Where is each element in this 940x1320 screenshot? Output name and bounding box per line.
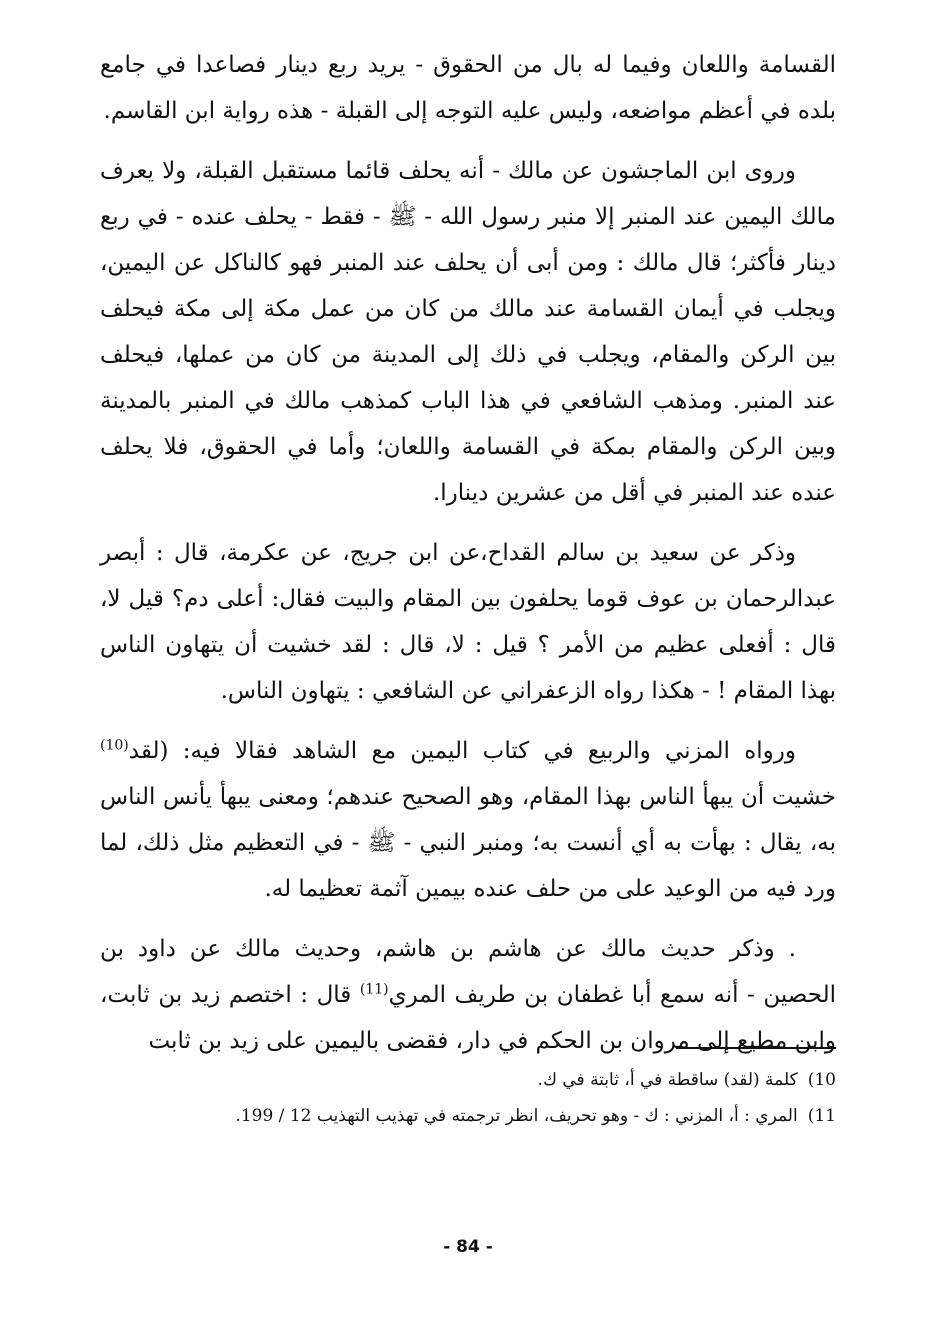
page-number: - 84 - (443, 1237, 493, 1257)
paragraph-4-end: خشيت أن يبهأ الناس بهذا المقام، وهو الصحيح عندهم؛ ومعنى يبهأ يأنس الناس به، يقال : بهأت به أي أنست به؛ ومنبر النبي - ﷺ - في التعظيم مثل ذلك، لما ورد فيه من الوعيد على من حلف عنده بيمين آثمة تعظيما له. (100, 784, 836, 902)
footnotes (100, 1062, 836, 1134)
document-page (100, 42, 836, 1292)
footnote-11 (100, 1098, 836, 1134)
footnote-10-text: كلمة (لقد) ساقطة في أ، ثابتة في ك. (537, 1070, 798, 1090)
footnote-ref-11: (11) (359, 981, 389, 998)
paragraph-2: وروى ابن الماجشون عن مالك - أنه يحلف قائما مستقبل القبلة، ولا يعرف مالك اليمين عند المنبر إلا منبر رسول الله - ﷺ - فقط - يحلف عنده - في ربع دينار فأكثر؛ قال مالك : ومن أبى أن يحلف عند المنبر فهو كالناكل عن اليمين، ويجلب في أيمان القسامة عند مالك من كان من عمل مكة إلى مكة فيحلف بين الركن والمقام، ويجلب في ذلك إلى المدينة من كان من عملها، فيحلف عند المنبر. ومذهب الشافعي في هذا الباب كمذهب مالك في المنبر بالمدينة وبين الركن والمقام بمكة في القسامة واللعان؛ وأما في الحقوق، فلا يحلف عنده عند المنبر في أقل من عشرين دينارا. (100, 158, 836, 506)
footnote-separator (676, 1047, 836, 1049)
paragraph-4-start: ورواه المزني والربيع في كتاب اليمين مع الشاهد فقالا فيه: (لقد (128, 738, 796, 764)
footnote-11-text: المري : أ، المزني : ك - وهو تحريف، انظر ترجمته في تهذيب التهذيب 12 / 199. (235, 1106, 798, 1126)
paragraph-5 (100, 926, 836, 1064)
paragraph-5-end: قال : اختصم زيد بن ثابت، وابن مطيع إلى مروان بن الحكم في دار، فقضى باليمين على زيد بن ثابت (100, 982, 836, 1054)
footnote-10 (100, 1062, 836, 1098)
footnote-10-number: 10) (807, 1070, 836, 1090)
paragraph-1: القسامة واللعان وفيما له بال من الحقوق - يريد ربع دينار فصاعدا في جامع بلده في أعظم مواضعه، وليس عليه التوجه إلى القبلة - هذه رواية ابن القاسم. (100, 52, 836, 124)
footnote-ref-10: (10) (100, 737, 129, 754)
paragraph-5-start: . وذكر حديث مالك عن هاشم بن هاشم، وحديث مالك عن داود بن الحصين - أنه سمع أبا غطفان بن طريف المري (100, 936, 836, 1008)
paragraph-4 (100, 728, 836, 912)
footnote-11-number: 11) (807, 1106, 836, 1126)
paragraph-3: وذكر عن سعيد بن سالم القداح،عن ابن جريج، عن عكرمة، قال : أبصر عبدالرحمان بن عوف قوما يحلفون بين المقام والبيت فقال: أعلى دم؟ قيل لا، قال : أفعلى عظيم من الأمر ؟ قيل : لا، قال : لقد خشيت أن يتهاون الناس بهذا المقام ! - هكذا رواه الزعفراني عن الشافعي : يتهاون الناس. (100, 540, 836, 704)
